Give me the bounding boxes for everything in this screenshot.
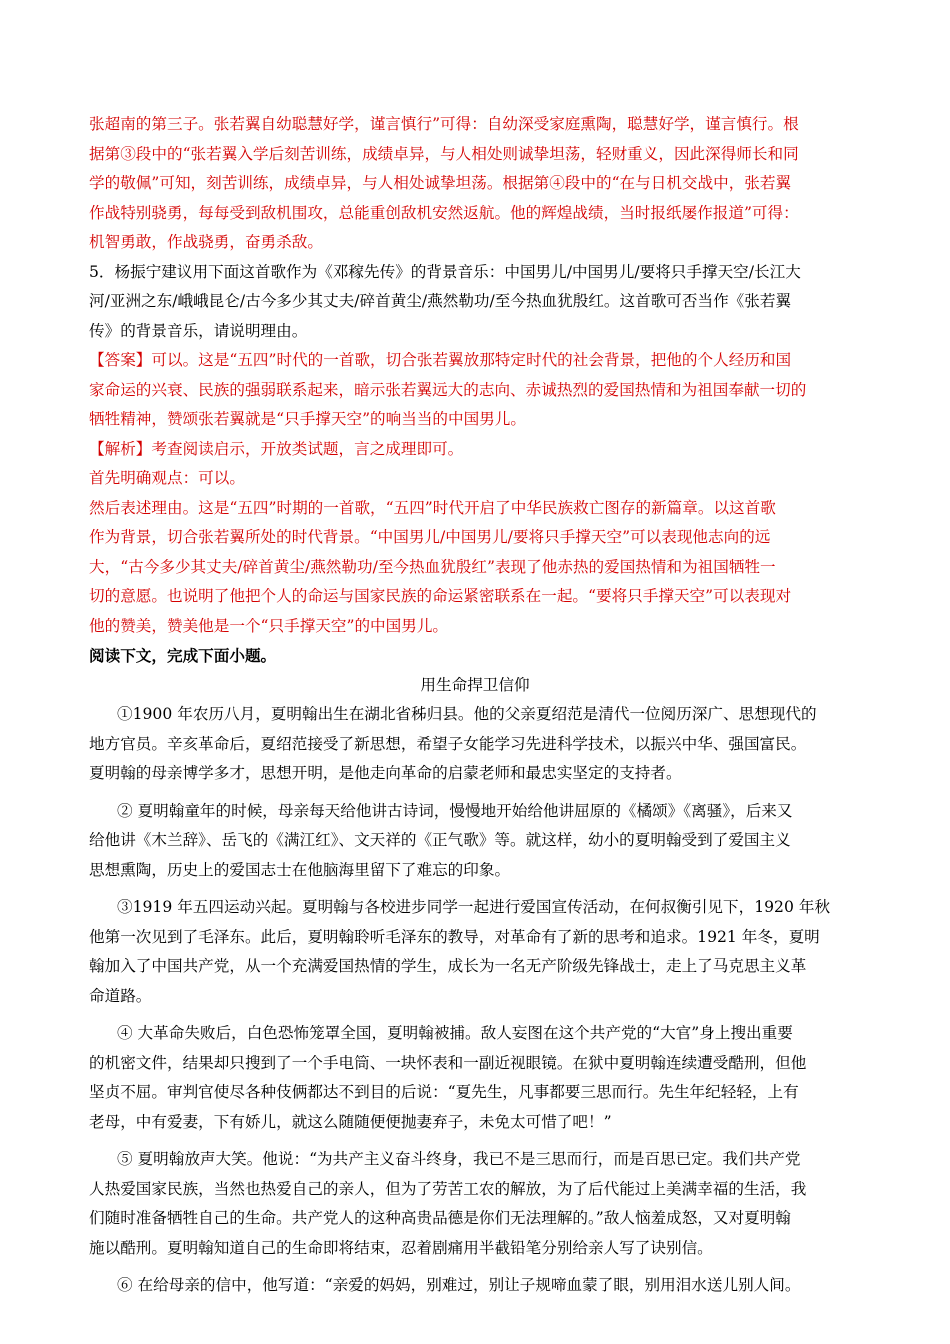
article-paragraph-4 [89,1019,861,1137]
paragraph-line: 翰加入了中国共产党，从一个充满爱国热情的学生，成长为一名无产阶级先锋战士，走上了马克思主义革 [89,957,807,975]
paragraph-line: ③1919 年五四运动兴起。夏明翰与各校进步同学一起进行爱国宣传活动，在何叔衡引见下，1920 年秋 [117,898,831,916]
document-page [89,110,861,1301]
paragraph-line: ④ 大革命失败后，白色恐怖笼罩全国，夏明翰被捕。敌人妄图在这个共产党的“大官”身上搜出重要 [117,1024,793,1042]
article-paragraph-3 [89,893,861,1011]
paragraph-line: 们随时准备牺牲自己的生命。共产党人的这种高贵品德是你们无法理解的。”敌人恼羞成怒，又对夏明翰 [89,1209,791,1227]
article-paragraph-6 [89,1271,861,1301]
analysis-line: 然后表述理由。这是“五四”时期的一首歌，“五四”时代开启了中华民族救亡图存的新篇章。以这首歌 [89,498,776,517]
article-paragraph-5 [89,1145,861,1263]
article-title: 用生命捍卫信仰 [420,675,530,694]
text-line: 张超南的第三子。张若翼自幼聪慧好学，谨言慎行”可得：自幼深受家庭熏陶，聪慧好学，谨言慎行。根 [89,115,799,133]
previous-analysis-block [89,110,861,258]
question-line: 传》的背景音乐，请说明理由。 [89,321,308,340]
text-line: 机智勇敢，作战骁勇，奋勇杀敌。 [89,233,323,251]
question-line: 河/亚洲之东/峨峨昆仑/古今多少其丈夫/碎首黄尘/燕然勒功/至今热血犹殷红。这首歌可否当作《张若翼 [89,292,792,310]
answer-line: 【答案】可以。这是“五四”时代的一首歌，切合张若翼放那特定时代的社会背景，把他的个人经历和国 [89,351,792,369]
answer-block [89,346,861,435]
paragraph-line: 地方官员。辛亥革命后，夏绍范接受了新思想，希望子女能学习先进科学技术，以振兴中华、强国富民。 [89,734,807,753]
paragraph-line: 命道路。 [89,986,152,1005]
analysis-line: 首先明确观点：可以。 [89,469,245,487]
paragraph-line: 坚贞不屈。审判官使尽各种伎俩都达不到目的后说：“夏先生，凡事都要三思而行。先生年纪轻轻，上有 [89,1083,799,1101]
paragraph-line: ② 夏明翰童年的时候，母亲每天给他讲古诗词，慢慢地开始给他讲屈原的《橘颂》《离骚》，后来又 [117,801,793,820]
paragraph-line: ①1900 年农历八月，夏明翰出生在湖北省秭归县。他的父亲夏绍范是清代一位阅历深广、思想现代的 [117,705,817,723]
text-line: 学的敬佩”可知，刻苦训练，成绩卓异，与人相处诚挚坦荡。根据第④段中的“在与日机交战中，张若翼 [89,174,792,192]
article-paragraph-1 [89,700,861,789]
paragraph-line: 人热爱国家民族，当然也热爱自己的亲人，但为了劳苦工农的解放，为了后代能过上美满幸福的生活，我 [89,1179,807,1198]
paragraph-line: 思想熏陶，历史上的爱国志士在他脑海里留下了难忘的印象。 [89,860,511,879]
analysis-line: 【解析】考查阅读启示，开放类试题，言之成理即可。 [89,439,464,458]
text-line: 据第③段中的“张若翼入学后刻苦训练，成绩卓异，与人相处则诚挚坦荡，轻财重义，因此深得师长和同 [89,144,799,163]
paragraph-line: 给他讲《木兰辞》、岳飞的《满江红》、文天祥的《正气歌》等。就这样，幼小的夏明翰受到了爱国主义 [89,831,791,849]
paragraph-line: 夏明翰的母亲博学多才，思想开明，是他走向革命的启蒙老师和最忠实坚定的支持者。 [89,764,682,782]
paragraph-line: 施以酷刑。夏明翰知道自己的生命即将结束，忍着剧痛用半截铅笔分别给亲人写了诀别信。 [89,1238,713,1257]
reading-instruction: 阅读下文，完成下面小题。 [89,646,277,665]
answer-line: 牺牲精神，赞颂张若翼就是“只手撑天空”的响当当的中国男儿。 [89,410,526,428]
analysis-line: 切的意愿。也说明了他把个人的命运与国家民族的命运紧密联系在一起。“要将只手撑天空”可以表现对 [89,587,792,605]
paragraph-line: 他第一次见到了毛泽东。此后，夏明翰聆听毛泽东的教导，对革命有了新的思考和追求。1921 年冬，夏明 [89,927,820,946]
analysis-block [89,435,861,642]
paragraph-line: ⑤ 夏明翰放声大笑。他说：“为共产主义奋斗终身，我已不是三思而行，而是百思已定。我们共产党 [117,1150,801,1168]
answer-tag: 【答案】 [89,351,152,369]
analysis-tag: 【解析】 [89,439,152,458]
question-line: 5．杨振宁建议用下面这首歌作为《邓稼先传》的背景音乐：中国男儿/中国男儿/要将只手撑天空/长江大 [89,262,801,281]
paragraph-line: ⑥ 在给母亲的信中，他写道：“亲爱的妈妈，别难过，别让子规啼血蒙了眼，别用泪水送儿别人间。 [117,1276,801,1294]
text-line: 作战特别骁勇，每每受到敌机围攻，总能重创敌机安然返航。他的辉煌战绩，当时报纸屡作报道”可得： [89,203,799,222]
paragraph-line: 老母，中有爱妻，下有娇儿，就这么随随便便抛妻弃子，未免太可惜了吧！” [89,1112,612,1131]
paragraph-line: 的机密文件，结果却只搜到了一个手电筒、一块怀表和一副近视眼镜。在狱中夏明翰连续遭受酷刑，但他 [89,1053,807,1072]
article-paragraph-2 [89,797,861,886]
analysis-line: 他的赞美，赞美他是一个“只手撑天空”的中国男儿。 [89,616,449,635]
analysis-line: 作为背景，切合张若翼所处的时代背景。“中国男儿/中国男儿/要将只手撑天空”可以表现他志向的远 [89,528,771,546]
analysis-line: 大，“古今多少其丈夫/碎首黄尘/燕然勒功/至今热血犹殷红”表现了他赤热的爱国热情和为祖国牺牲一 [89,557,776,576]
question-5 [89,258,861,347]
answer-line: 家命运的兴衰、民族的强弱联系起来，暗示张若翼远大的志向、赤诚热烈的爱国热情和为祖国奉献一切的 [89,380,807,399]
